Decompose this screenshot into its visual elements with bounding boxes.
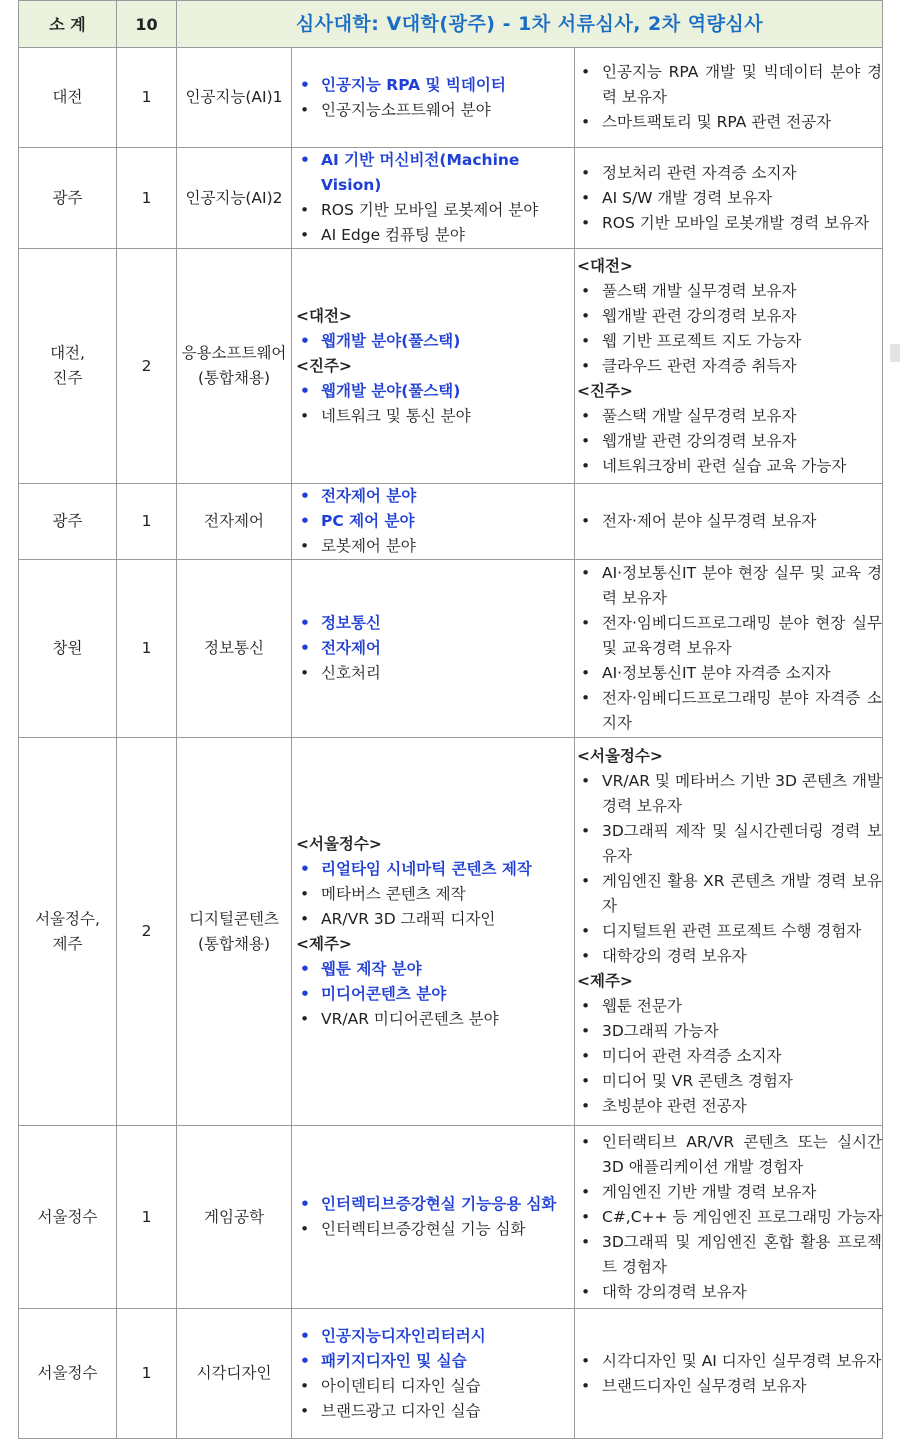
area-cell: [292, 1126, 575, 1309]
list-item: • 전자·임베디드프로그래밍 분야 현장 실무 및 교육경력 보유자: [577, 611, 882, 661]
table-header-row: [19, 1, 883, 48]
count-cell: [117, 484, 177, 560]
list-item: • 인터랙티브 AR/VR 콘텐츠 또는 실시간 3D 애플리케이션 개발 경험자: [577, 1130, 882, 1180]
list-item: • 패키지디자인 및 실습: [296, 1349, 574, 1374]
list-item: • 인공지능소프트웨어 분야: [296, 98, 574, 123]
list-item: • 3D그래픽 가능자: [577, 1019, 882, 1044]
list-item: • 로봇제어 분야: [296, 534, 574, 559]
list-item: • 시각디자인 및 AI 디자인 실무경력 보유자: [577, 1349, 882, 1374]
recruitment-table: [18, 0, 883, 1439]
list-item: • 전자제어: [296, 636, 574, 661]
region-cell-text: 대전: [52, 88, 83, 106]
region-cell: [19, 1126, 117, 1309]
list-item: • 웹개발 관련 강의경력 보유자: [577, 429, 882, 454]
field-cell-text: 인공지능(AI)1: [185, 88, 283, 106]
count-cell: [117, 560, 177, 738]
list-item: • AI Edge 컴퓨팅 분야: [296, 223, 574, 248]
count-cell-text: 1: [141, 1207, 152, 1226]
qualification-cell-list: [575, 1349, 882, 1399]
qualification-cell-list: [575, 509, 882, 534]
qualification-cell-list: [575, 1130, 882, 1305]
list-item: • 클라우드 관련 자격증 취득자: [577, 354, 882, 379]
field-cell: [177, 48, 292, 148]
table-row: [19, 249, 883, 484]
qualification-cell-list: [575, 744, 882, 1119]
subtotal-count: 10: [117, 1, 177, 48]
count-cell: [117, 48, 177, 148]
list-item: • AR/VR 3D 그래픽 디자인: [296, 907, 574, 932]
count-cell: [117, 148, 177, 249]
count-cell-text: 1: [141, 188, 152, 207]
list-item: • 네트워크 및 통신 분야: [296, 404, 574, 429]
area-cell-list: [292, 148, 574, 248]
list-item: • 3D그래픽 및 게임엔진 혼합 활용 프로젝트 경험자: [577, 1230, 882, 1280]
region-cell: [19, 484, 117, 560]
list-item: • 미디어콘텐츠 분야: [296, 982, 574, 1007]
region-cell: [19, 560, 117, 738]
group-heading: <서울정수>: [296, 834, 382, 853]
region-cell-text: 대전, 진주: [50, 344, 85, 387]
list-item: • 스마트팩토리 및 RPA 관련 전공자: [577, 110, 882, 135]
list-item: • ROS 기반 모바일 로봇개발 경력 보유자: [577, 211, 882, 236]
qualification-cell-list: [575, 561, 882, 736]
region-cell-text: 서울정수, 제주: [35, 909, 100, 953]
list-item: • AI·정보통신IT 분야 현장 실무 및 교육 경력 보유자: [577, 561, 882, 611]
field-cell-text: 시각디자인: [196, 1364, 272, 1382]
field-cell: [177, 1309, 292, 1439]
group-heading: <진주>: [577, 381, 633, 400]
area-cell-list: [292, 1192, 574, 1242]
list-item: • 초빙분야 관련 전공자: [577, 1094, 882, 1119]
area-cell: [292, 249, 575, 484]
table-row: [19, 560, 883, 738]
area-cell-list: [292, 73, 574, 123]
field-cell: [177, 148, 292, 249]
field-cell-text: 디지털콘텐츠 (통합채용): [189, 909, 279, 953]
list-item: • 웹개발 관련 강의경력 보유자: [577, 304, 882, 329]
list-item: • 대학강의 경력 보유자: [577, 944, 882, 969]
area-cell: [292, 738, 575, 1126]
list-item: • 게임엔진 활용 XR 콘텐츠 개발 경력 보유자: [577, 869, 882, 919]
qualification-cell: [575, 148, 883, 249]
qualification-cell: [575, 738, 883, 1126]
list-item: • 웹툰 전문가: [577, 994, 882, 1019]
list-item: • 브랜드디자인 실무경력 보유자: [577, 1374, 882, 1399]
area-cell: [292, 484, 575, 560]
list-item: • 인공지능디자인리터러시: [296, 1324, 574, 1349]
list-item: • VR/AR 및 메타버스 기반 3D 콘텐츠 개발 경력 보유자: [577, 769, 882, 819]
area-cell-list: [292, 484, 574, 559]
group-heading: <대전>: [577, 256, 633, 275]
review-university-title: 심사대학: V대학(광주) - 1차 서류심사, 2차 역량심사: [177, 1, 883, 48]
field-cell-text: 응용소프트웨어 (통합채용): [181, 344, 287, 387]
area-cell: [292, 48, 575, 148]
field-cell: [177, 560, 292, 738]
region-cell: [19, 1309, 117, 1439]
count-cell-text: 1: [141, 512, 152, 530]
qualification-cell-list: [575, 161, 882, 236]
list-item: • C#,C++ 등 게임엔진 프로그래밍 가능자: [577, 1205, 882, 1230]
scroll-marker: [890, 344, 900, 362]
list-item: • ROS 기반 모바일 로봇제어 분야: [296, 198, 574, 223]
list-item: • 신호처리: [296, 661, 574, 686]
count-cell-text: 1: [141, 88, 152, 106]
count-cell-text: 2: [141, 922, 152, 940]
list-item: • 웹툰 제작 분야: [296, 957, 574, 982]
count-cell: [117, 738, 177, 1126]
table-row: [19, 1126, 883, 1309]
count-cell-text: 1: [141, 639, 152, 657]
list-item: • 메타버스 콘텐츠 제작: [296, 882, 574, 907]
region-cell: [19, 48, 117, 148]
group-heading: <제주>: [577, 972, 633, 990]
region-cell-text: 창원: [52, 639, 83, 657]
qualification-cell: [575, 249, 883, 484]
qualification-cell: [575, 1309, 883, 1439]
list-item: • 미디어 및 VR 콘텐츠 경험자: [577, 1069, 882, 1094]
group-heading: <대전>: [296, 306, 352, 325]
qualification-cell: [575, 560, 883, 738]
group-heading: <제주>: [296, 934, 352, 953]
list-item: • 풀스택 개발 실무경력 보유자: [577, 279, 882, 304]
group-heading: <진주>: [296, 356, 352, 375]
count-cell: [117, 249, 177, 484]
list-item: • 정보처리 관련 자격증 소지자: [577, 161, 882, 186]
region-cell: [19, 148, 117, 249]
area-cell-list: [292, 1324, 574, 1424]
list-item: • 전자·임베디드프로그래밍 분야 자격증 소지자: [577, 686, 882, 736]
list-item: • 풀스택 개발 실무경력 보유자: [577, 404, 882, 429]
region-cell-text: 서울정수: [37, 1207, 98, 1226]
list-item: • 리얼타임 시네마틱 콘텐츠 제작: [296, 857, 574, 882]
qualification-cell-list: [575, 254, 882, 479]
field-cell-text: 전자제어: [204, 512, 264, 530]
field-cell-text: 게임공학: [204, 1207, 264, 1226]
table-row: [19, 738, 883, 1126]
qualification-cell: [575, 484, 883, 560]
list-item: • PC 제어 분야: [296, 509, 574, 534]
list-item: • 웹 기반 프로젝트 지도 가능자: [577, 329, 882, 354]
area-cell: [292, 148, 575, 249]
region-cell-text: 광주: [52, 512, 83, 530]
area-cell-list: [292, 304, 574, 429]
field-cell-text: 정보통신: [204, 639, 264, 657]
area-cell: [292, 1309, 575, 1439]
subtotal-label: 소 계: [19, 1, 117, 48]
list-item: • 인공지능 RPA 및 빅데이터: [296, 73, 574, 98]
list-item: • 인공지능 RPA 개발 및 빅데이터 분야 경력 보유자: [577, 60, 882, 110]
list-item: • AI S/W 개발 경력 보유자: [577, 186, 882, 211]
area-cell-list: [292, 832, 574, 1032]
table-row: [19, 484, 883, 560]
field-cell: [177, 249, 292, 484]
list-item: • 전자제어 분야: [296, 484, 574, 509]
area-cell-list: [292, 611, 574, 686]
region-cell: [19, 738, 117, 1126]
region-cell: [19, 249, 117, 484]
list-item: • 미디어 관련 자격증 소지자: [577, 1044, 882, 1069]
field-cell: [177, 484, 292, 560]
count-cell-text: 2: [141, 356, 152, 375]
list-item: • 인터렉티브증강현실 기능 심화: [296, 1217, 574, 1242]
group-heading: <서울정수>: [577, 747, 663, 765]
region-cell-text: 광주: [52, 188, 83, 207]
count-cell: [117, 1309, 177, 1439]
field-cell: [177, 1126, 292, 1309]
table-row: [19, 148, 883, 249]
list-item: • 웹개발 분야(풀스택): [296, 329, 574, 354]
list-item: • 디지털트윈 관련 프로젝트 수행 경험자: [577, 919, 882, 944]
list-item: • VR/AR 미디어콘텐츠 분야: [296, 1007, 574, 1032]
list-item: • 3D그래픽 제작 및 실시간렌더링 경력 보유자: [577, 819, 882, 869]
list-item: • 네트워크장비 관련 실습 교육 가능자: [577, 454, 882, 479]
qualification-cell-list: [575, 60, 882, 135]
list-item: • 대학 강의경력 보유자: [577, 1280, 882, 1305]
list-item: • 게임엔진 기반 개발 경력 보유자: [577, 1180, 882, 1205]
list-item: • 전자·제어 분야 실무경력 보유자: [577, 509, 882, 534]
list-item: • 인터렉티브증강현실 기능응용 심화: [296, 1192, 574, 1217]
area-cell: [292, 560, 575, 738]
region-cell-text: 서울정수: [37, 1364, 98, 1382]
list-item: • AI 기반 머신비전(Machine Vision): [296, 148, 574, 198]
list-item: • 아이덴티티 디자인 실습: [296, 1374, 574, 1399]
list-item: • 웹개발 분야(풀스택): [296, 379, 574, 404]
list-item: • AI·정보통신IT 분야 자격증 소지자: [577, 661, 882, 686]
count-cell-text: 1: [141, 1364, 152, 1382]
table-row: [19, 48, 883, 148]
qualification-cell: [575, 48, 883, 148]
count-cell: [117, 1126, 177, 1309]
field-cell: [177, 738, 292, 1126]
list-item: • 정보통신: [296, 611, 574, 636]
table-row: [19, 1309, 883, 1439]
list-item: • 브랜드광고 디자인 실습: [296, 1399, 574, 1424]
qualification-cell: [575, 1126, 883, 1309]
field-cell-text: 인공지능(AI)2: [185, 188, 283, 207]
